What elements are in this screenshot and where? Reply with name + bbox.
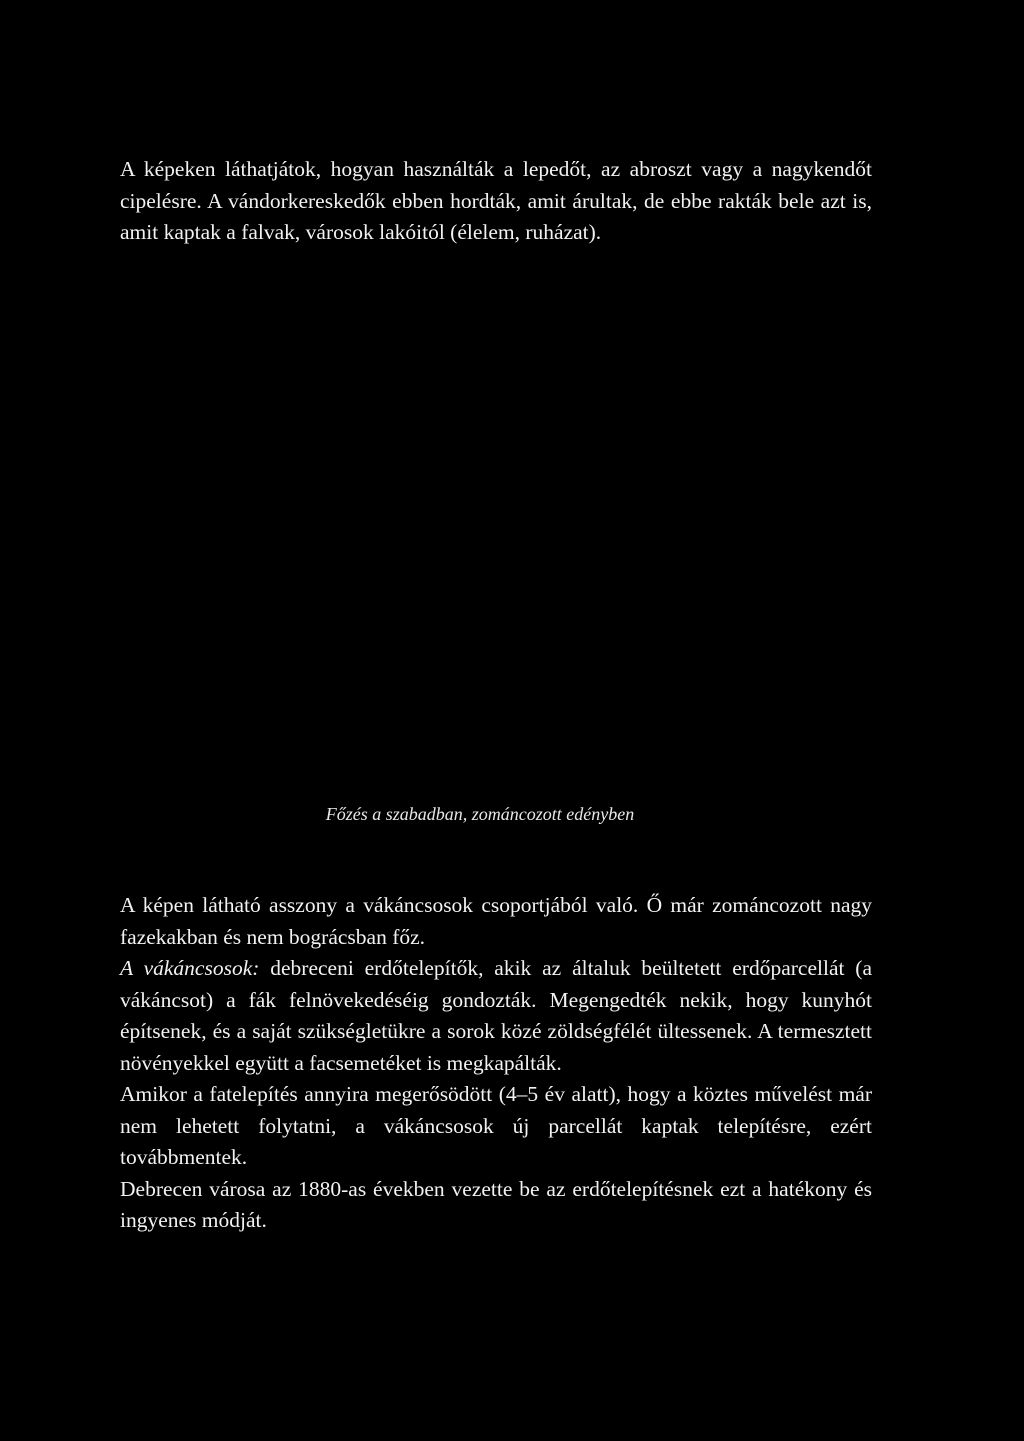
- body-paragraph-4: Debrecen városa az 1880-as években vezette be az erdőtelepítésnek ezt a hatékony és ingyenes módját.: [120, 1176, 872, 1232]
- body-paragraph-2-text: debreceni erdőtelepítők, akik az általuk beültetett erdőparcellát (a vákáncsot) a fák felnövekedéséig gondozták. Megengedték nekik, hogy kunyhót építsenek, és a saját szükségletükre a sorok közé zöldségfélét ültessenek. A termesztett növényekkel együtt a facsemetéket is megkapálták.: [120, 956, 872, 1075]
- term-vakancsosok: A vákáncsosok:: [120, 956, 260, 980]
- intro-paragraph: A képeken láthatjátok, hogyan használták a lepedőt, az abroszt vagy a nagykendőt cipelésre. A vándorkereskedők ebben hordták, amit árultak, de ebbe rakták bele azt is, amit kaptak a falvak, városok lakóitól (élelem, ruházat).: [120, 157, 872, 244]
- intro-paragraph-block: [120, 154, 872, 249]
- body-paragraph-1: A képen látható asszony a vákáncsosok csoportjából való. Ő már zománcozott nagy fazekakban és nem bográcsban főz.: [120, 893, 872, 949]
- photo-placeholder: [120, 270, 872, 780]
- image-caption: Főzés a szabadban, zománcozott edényben: [325, 804, 635, 824]
- body-paragraph-3: Amikor a fatelepítés annyira megerősödött (4–5 év alatt), hogy a köztes művelést már nem lehetett folytatni, a vákáncsosok új parcellát kaptak telepítésre, ezért továbbmentek.: [120, 1082, 872, 1169]
- body-text-block: [120, 890, 872, 1237]
- body-paragraph-2: [120, 953, 872, 1079]
